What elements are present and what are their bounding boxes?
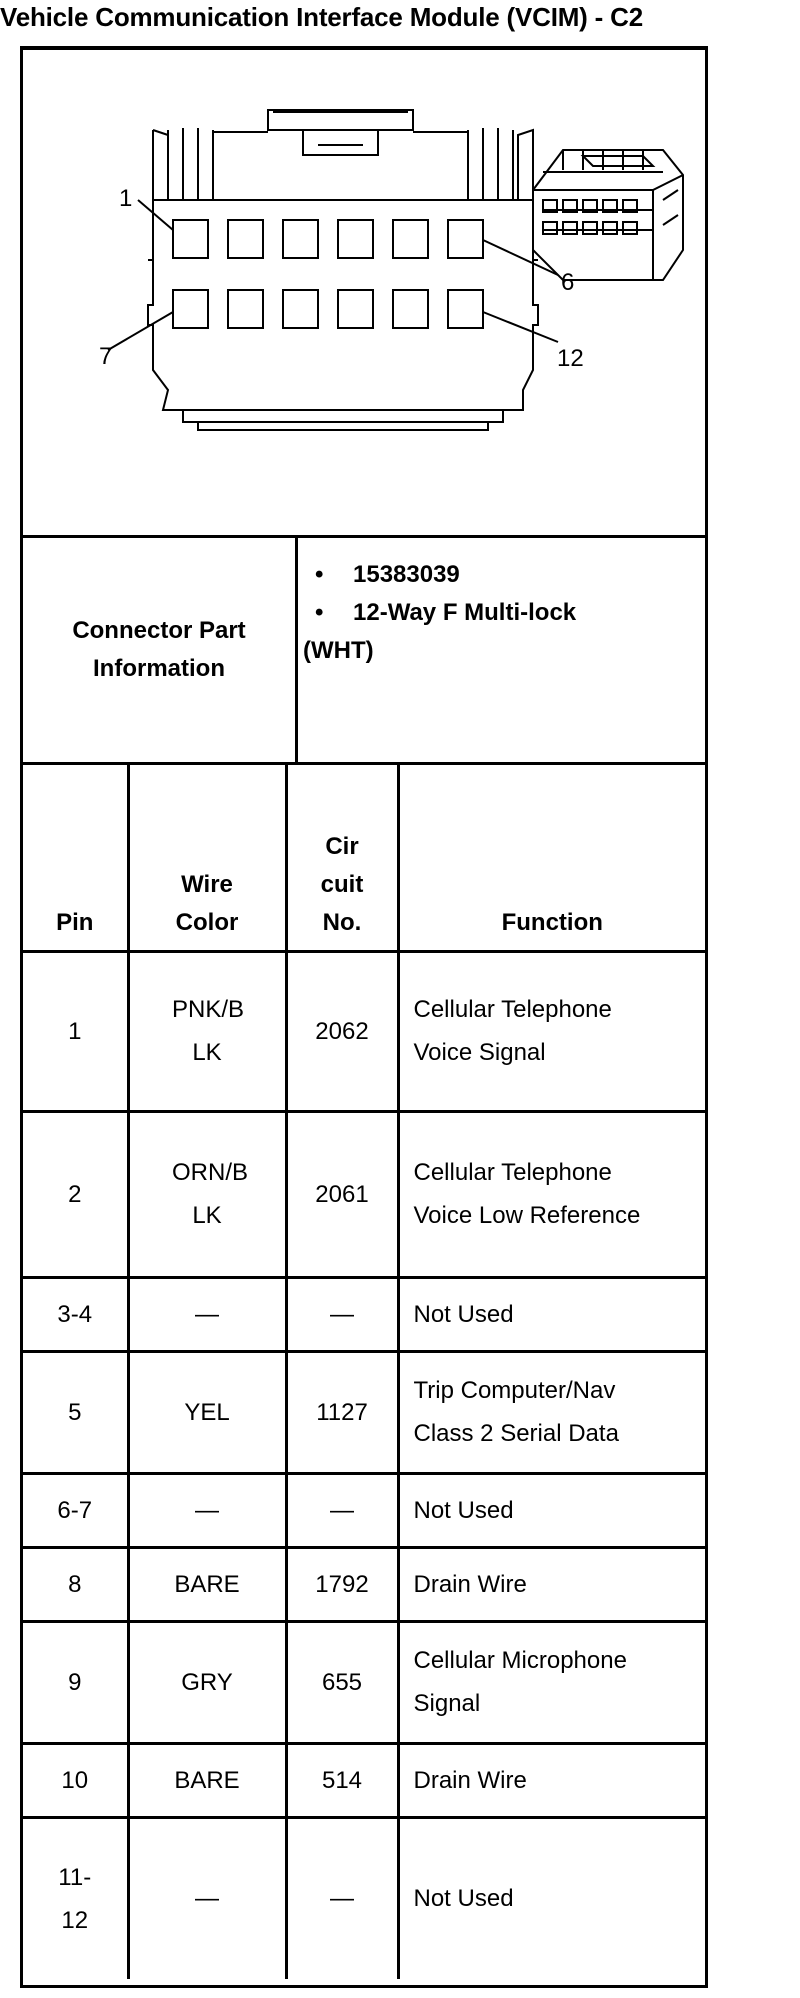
pin-cavity bbox=[338, 290, 373, 328]
function-cell: Drain Wire bbox=[398, 1743, 705, 1817]
function-cell: Cellular Telephone Voice Low Reference bbox=[398, 1111, 705, 1277]
leader-line bbox=[138, 200, 173, 230]
pin-cell: 3-4 bbox=[23, 1277, 128, 1351]
connector-color: (WHT) bbox=[303, 637, 374, 664]
pinout-table bbox=[23, 765, 705, 1979]
callout-pin-6: 6 bbox=[561, 269, 575, 296]
circuit-cell: — bbox=[286, 1473, 398, 1547]
page-title: Vehicle Communication Interface Module (VCIM) - C2 bbox=[0, 2, 643, 32]
wire-color-cell: YEL bbox=[128, 1351, 286, 1473]
callout-pin-12: 12 bbox=[557, 345, 584, 372]
table-row bbox=[23, 1111, 705, 1277]
header-circuit-no: Cir cuit No. bbox=[286, 765, 398, 951]
wire-color-cell: BARE bbox=[128, 1547, 286, 1621]
connector-type: 12-Way F Multi-lock bbox=[353, 599, 577, 626]
pin-cavity bbox=[338, 220, 373, 258]
callout-pin-7: 7 bbox=[99, 343, 113, 370]
pin-cavity bbox=[448, 290, 483, 328]
table-row bbox=[23, 1743, 705, 1817]
connector-type-item bbox=[303, 594, 697, 632]
table-row bbox=[23, 1351, 705, 1473]
function-cell: Trip Computer/Nav Class 2 Serial Data bbox=[398, 1351, 705, 1473]
part-info-label: Connector Part Information bbox=[72, 617, 246, 682]
table-row bbox=[23, 1473, 705, 1547]
leader-line bbox=[483, 312, 558, 342]
function-cell: Cellular Telephone Voice Signal bbox=[398, 951, 705, 1111]
connector-sheet bbox=[20, 46, 708, 1988]
pin-cell: 9 bbox=[23, 1621, 128, 1743]
circuit-cell: 2061 bbox=[286, 1111, 398, 1277]
pin-cavity bbox=[228, 290, 263, 328]
connector-part-information bbox=[23, 538, 705, 765]
pin-cell: 2 bbox=[23, 1111, 128, 1277]
table-header-row bbox=[23, 765, 705, 951]
wire-color-cell: PNK/B LK bbox=[128, 951, 286, 1111]
pin-cavity bbox=[228, 220, 263, 258]
pin-cavity bbox=[393, 290, 428, 328]
wire-color-cell: — bbox=[128, 1817, 286, 1979]
pin-cavity bbox=[393, 220, 428, 258]
header-function: Function bbox=[398, 765, 705, 951]
circuit-cell: — bbox=[286, 1277, 398, 1351]
circuit-cell: 1127 bbox=[286, 1351, 398, 1473]
leader-line bbox=[108, 312, 173, 350]
function-cell: Not Used bbox=[398, 1473, 705, 1547]
wire-color-cell: — bbox=[128, 1277, 286, 1351]
part-info-values bbox=[303, 556, 697, 670]
connector-isometric-view bbox=[533, 150, 683, 280]
table-row bbox=[23, 1277, 705, 1351]
table-row bbox=[23, 951, 705, 1111]
pin-cavity bbox=[173, 290, 208, 328]
part-number-item bbox=[303, 556, 697, 594]
header-wire-color: Wire Color bbox=[128, 765, 286, 951]
pin-cell: 6-7 bbox=[23, 1473, 128, 1547]
pin-cell: 11- 12 bbox=[23, 1817, 128, 1979]
circuit-cell: — bbox=[286, 1817, 398, 1979]
part-info-label-cell bbox=[23, 538, 298, 762]
table-row bbox=[23, 1547, 705, 1621]
pin-cell: 5 bbox=[23, 1351, 128, 1473]
connector-face-illustration bbox=[23, 50, 705, 538]
header-pin: Pin bbox=[23, 765, 128, 951]
circuit-cell: 2062 bbox=[286, 951, 398, 1111]
pin-cell: 10 bbox=[23, 1743, 128, 1817]
part-number: 15383039 bbox=[353, 561, 460, 588]
function-cell: Not Used bbox=[398, 1277, 705, 1351]
connector-diagram bbox=[23, 50, 705, 538]
table-row bbox=[23, 1621, 705, 1743]
pin-cavity bbox=[448, 220, 483, 258]
pin-cavity bbox=[283, 220, 318, 258]
wire-color-cell: ORN/B LK bbox=[128, 1111, 286, 1277]
function-cell: Cellular Microphone Signal bbox=[398, 1621, 705, 1743]
pin-cavity bbox=[173, 220, 208, 258]
circuit-cell: 655 bbox=[286, 1621, 398, 1743]
pin-cell: 1 bbox=[23, 951, 128, 1111]
wire-color-cell: BARE bbox=[128, 1743, 286, 1817]
pin-cell: 8 bbox=[23, 1547, 128, 1621]
callout-pin-1: 1 bbox=[119, 185, 133, 212]
circuit-cell: 514 bbox=[286, 1743, 398, 1817]
circuit-cell: 1792 bbox=[286, 1547, 398, 1621]
pin-cavity bbox=[283, 290, 318, 328]
table-row bbox=[23, 1817, 705, 1979]
bullet-icon: • bbox=[315, 561, 324, 588]
bullet-icon: • bbox=[315, 599, 324, 626]
leader-line bbox=[483, 240, 558, 275]
function-cell: Not Used bbox=[398, 1817, 705, 1979]
wire-color-cell: — bbox=[128, 1473, 286, 1547]
function-cell: Drain Wire bbox=[398, 1547, 705, 1621]
wire-color-cell: GRY bbox=[128, 1621, 286, 1743]
